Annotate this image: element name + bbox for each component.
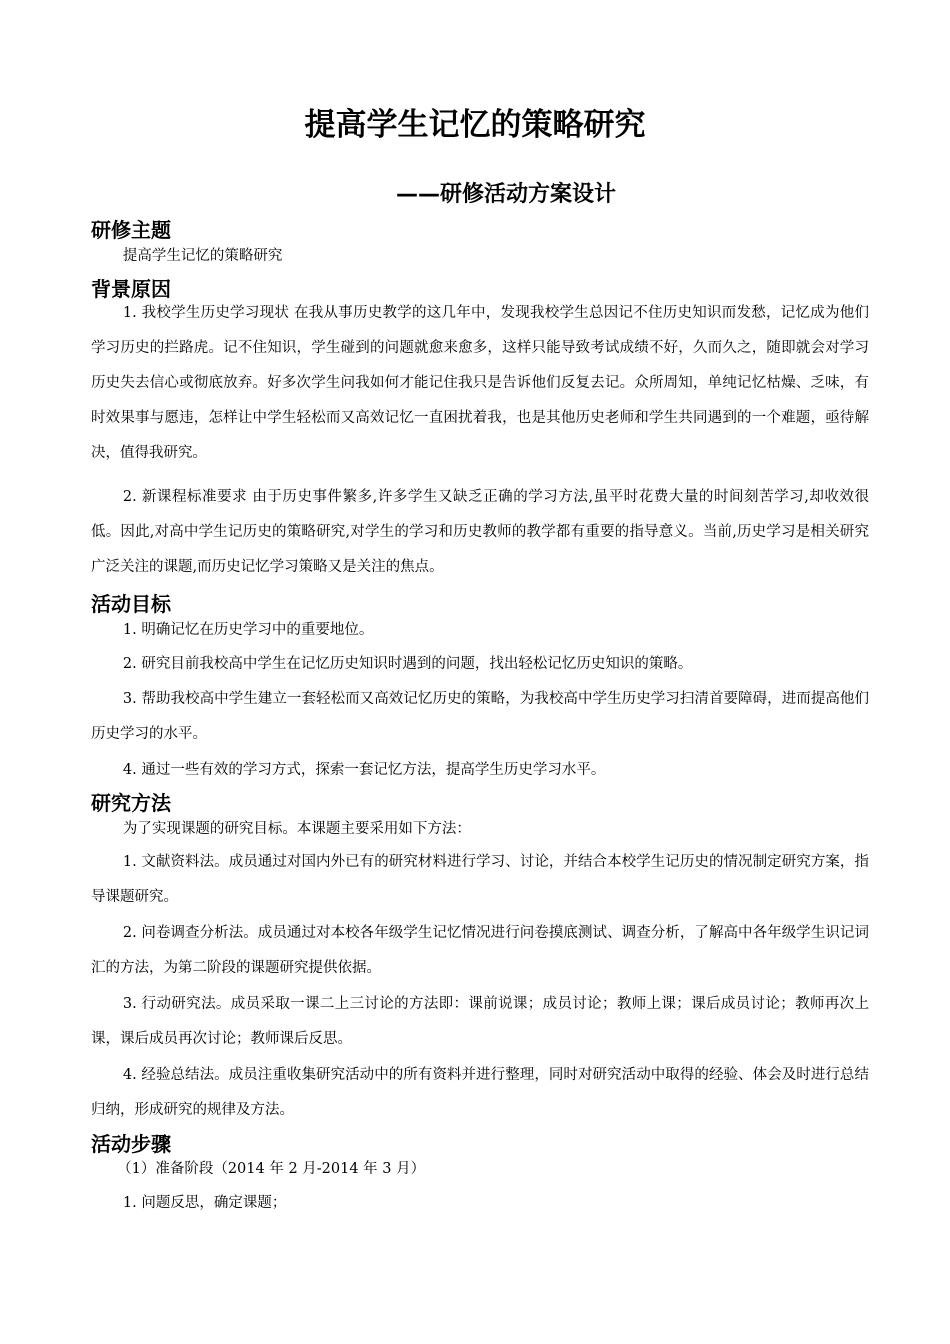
method-item-1: 1. 文献资料法。成员通过对国内外已有的研究材料进行学习、讨论，并结合本校学生记历史的情况制定研究方案，指导课题研究。 — [91, 854, 869, 905]
document-subtitle: ——研修活动方案设计 — [396, 182, 617, 207]
section-heading-theme: 研修主题 — [91, 218, 171, 242]
step-item-1: 1. 问题反思，确定课题； — [122, 1195, 287, 1211]
steps-stage-1: （1）准备阶段（2014 年 2 月-2014 年 3 月） — [117, 1161, 426, 1177]
section-heading-goals: 活动目标 — [91, 592, 171, 616]
goal-item-1: 1. 明确记忆在历史学习中的重要地位。 — [122, 622, 374, 638]
method-item-3: 3. 行动研究法。成员采取一课二上三讨论的方法即：课前说课；成员讨论；教师上课；课后成员讨论；教师再次上课，课后成员再次讨论；教师课后反思。 — [91, 996, 869, 1047]
section-heading-methods: 研究方法 — [91, 791, 171, 815]
goal-item-2: 2. 研究目前我校高中学生在记忆历史知识时遇到的问题，找出轻松记忆历史知识的策略。 — [122, 656, 693, 672]
section-heading-steps: 活动步骤 — [91, 1132, 171, 1156]
section-heading-background: 背景原因 — [91, 277, 171, 301]
method-item-2: 2. 问卷调查分析法。成员通过对本校各年级学生记忆情况进行问卷摸底测试、调查分析，了解高中各年级学生识记词汇的方法，为第二阶段的课题研究提供依据。 — [91, 925, 869, 976]
method-item-4: 4. 经验总结法。成员注重收集研究活动中的所有资料并进行整理，同时对研究活动中取得的经验、体会及时进行总结归纳，形成研究的规律及方法。 — [91, 1067, 869, 1118]
background-paragraph-2: 2. 新课程标准要求 由于历史事件繁多,许多学生又缺乏正确的学习方法,虽平时花费大量的时间刻苦学习,却收效很低。因此,对高中学生记历史的策略研究,对学生的学习和历史教师的教学都有重要的指导意义。当前,历史学习是相关研究广泛关注的课题,而历史记忆学习策略又是关注的焦点。 — [91, 489, 869, 575]
background-paragraph-1: 1. 我校学生历史学习现状 在我从事历史教学的这几年中，发现我校学生总因记不住历史知识而发愁，记忆成为他们学习历史的拦路虎。记不住知识，学生碰到的问题就愈来愈多，这样只能导致考试成绩不好，久而久之，随即就会对学习历史失去信心或彻底放弃。好多次学生问我如何才能记住我只是告诉他们反复去记。众所周知，单纯记忆枯燥、乏味，有时效果事与愿违，怎样让中学生轻松而又高效记忆一直困扰着我，也是其他历史老师和学生共同遇到的一个难题，亟待解决，值得我研究。 — [91, 305, 869, 461]
theme-text: 提高学生记忆的策略研究 — [122, 248, 283, 264]
methods-intro: 为了实现课题的研究目标。本课题主要采用如下方法： — [122, 821, 471, 837]
goal-item-4: 4. 通过一些有效的学习方式，探索一套记忆方法，提高学生历史学习水平。 — [122, 762, 606, 778]
goal-item-3: 3. 帮助我校高中学生建立一套轻松而又高效记忆历史的策略，为我校高中学生历史学习扫清首要障碍，进而提高他们历史学习的水平。 — [91, 691, 869, 742]
document-title: 提高学生记忆的策略研究 — [304, 107, 646, 143]
